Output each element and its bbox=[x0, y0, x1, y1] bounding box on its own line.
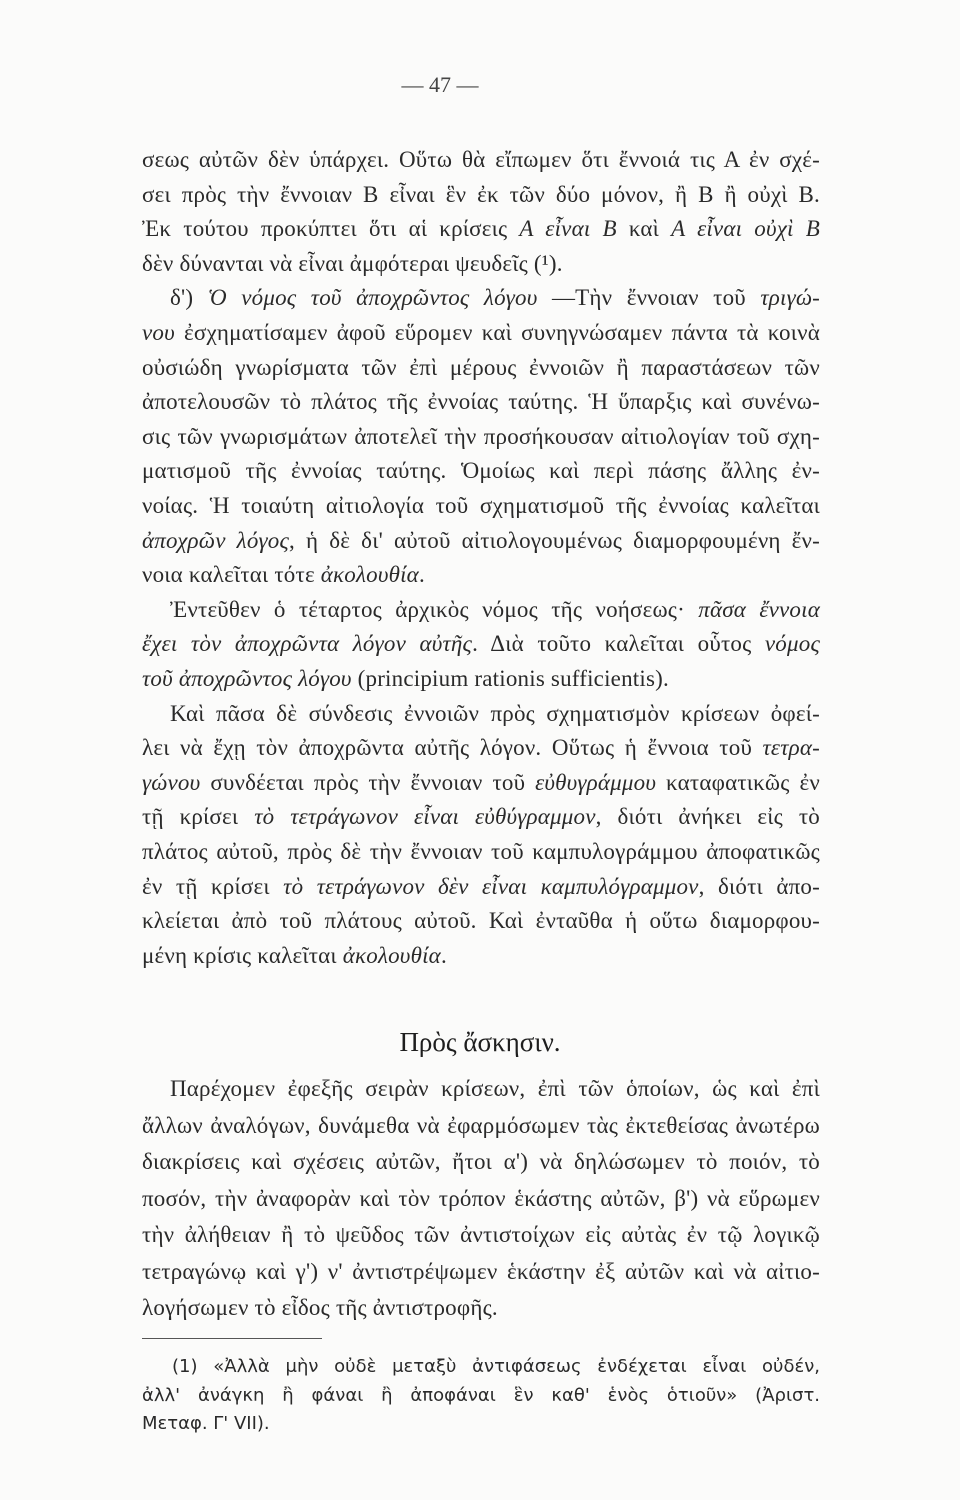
text-span: . bbox=[418, 562, 425, 588]
text-line bbox=[142, 146, 820, 174]
text-line bbox=[142, 181, 820, 209]
text-line bbox=[142, 250, 820, 278]
italic-text: A εἶναι οὐχὶ B bbox=[671, 216, 820, 242]
text-span: σεως αὐτῶν δὲν ὑπάρχει. Οὕτω θὰ εἴπωμεν ὅτι ἔννοιά τις Α ἐν σχέ- bbox=[142, 147, 820, 172]
text-line bbox=[170, 700, 820, 728]
text-line bbox=[142, 1258, 820, 1286]
italic-text: τὸ τετράγωνον δὲν εἶναι καμπυλόγραμμον bbox=[283, 873, 699, 899]
section-heading: Πρὸς ἄσκησιν. bbox=[399, 1027, 561, 1057]
text-span: Ἐντεῦθεν ὁ τέταρτος ἀρχικὸς νόμος τῆς νοήσεως· bbox=[170, 596, 699, 622]
text-line bbox=[142, 561, 820, 589]
text-span: συνδέεται πρὸς τὴν ἔννοιαν τοῦ bbox=[200, 769, 536, 795]
text-line bbox=[142, 423, 820, 451]
text-span: λει νὰ ἔχῃ τὸν ἀποχρῶντα αὐτῆς λόγον. Οὕτως ἡ ἔννοια τοῦ bbox=[142, 735, 763, 761]
text-line bbox=[142, 1148, 820, 1176]
text-line bbox=[142, 907, 820, 935]
text-span: πλάτος αὐτοῦ, πρὸς δὲ τὴν ἔννοιαν τοῦ καμπυλογράμμου ἀποφατικῶς bbox=[142, 839, 820, 864]
text-span: ματισμοῦ τῆς ἐννοίας ταύτης. Ὁμοίως καὶ περὶ πάσης ἄλλης ἐν- bbox=[142, 458, 820, 484]
text-span: νοίας. Ἡ τοιαύτη αἰτιολογία τοῦ σχηματισμοῦ τῆς ἐννοίας καλεῖται bbox=[142, 493, 820, 518]
text-line bbox=[142, 734, 820, 762]
text-line bbox=[142, 803, 820, 831]
text-line bbox=[142, 1294, 820, 1322]
text-line bbox=[142, 492, 820, 520]
text-span: ἄλλων ἀναλόγων, δυνάμεθα νὰ ἐφαρμόσωμεν τὰς ἐκτεθείσας ἀνωτέρω bbox=[142, 1112, 820, 1138]
italic-text: τετρα- bbox=[762, 735, 820, 761]
text-line bbox=[142, 630, 820, 658]
text-line bbox=[170, 284, 820, 312]
text-line bbox=[170, 596, 820, 624]
text-line: Μεταφ. Γ' VII). bbox=[142, 1413, 270, 1434]
text-span: , διότι ἀπο- bbox=[698, 873, 820, 899]
text-span: διακρίσεις καὶ σχέσεις αὐτῶν, ἤτοι α') νὰ δηλώσωμεν τὸ ποιόν, τὸ bbox=[142, 1149, 820, 1174]
text-span: σις τῶν γνωρισμάτων ἀποτελεῖ τὴν προσήκουσαν αἰτιολογίαν τοῦ σχη- bbox=[142, 423, 820, 449]
italic-text: νου bbox=[142, 320, 175, 345]
text-span: νοια καλεῖται τότε bbox=[142, 562, 321, 588]
text-span: τετραγώνῳ καὶ γ') ν' ἀντιστρέψωμεν ἑκάστην ἐξ αὐτῶν καὶ νὰ αἰτιο- bbox=[142, 1258, 820, 1284]
italic-text: A εἶναι B bbox=[519, 216, 617, 242]
text-span: , διότι ἀνήκει εἰς τὸ bbox=[595, 804, 820, 830]
page-number: — 47 — bbox=[401, 72, 479, 97]
italic-text: γώνου bbox=[142, 769, 201, 795]
text-line bbox=[142, 319, 820, 347]
italic-text: τὸ τετράγωνον εἶναι εὐθύγραμμον bbox=[254, 804, 596, 830]
italic-text: πᾶσα ἔννοια bbox=[698, 596, 820, 622]
text-line bbox=[142, 457, 820, 485]
text-line bbox=[142, 942, 820, 970]
text-span: ἐν τῇ κρίσει bbox=[142, 873, 284, 899]
text-span: ἐσχηματίσαμεν ἀφοῦ εὕρομεν καὶ συνηγνώσαμεν πάντα τὰ κοινὰ bbox=[174, 320, 820, 345]
text-span: τὴν ἀλήθειαν ἢ τὸ ψεῦδος τῶν ἀντιστοίχων εἰς αὐτὰς ἐν τῷ λογικῷ bbox=[142, 1222, 820, 1247]
text-span: σει πρὸς τὴν ἔννοιαν Β εἶναι ἓν ἐκ τῶν δύο μόνον, ἢ Β ἢ οὐχὶ Β. bbox=[142, 181, 820, 207]
text-span: μένη κρίσις καλεῖται bbox=[142, 942, 343, 968]
text-span: Καὶ πᾶσα δὲ σύνδεσις ἐννοιῶν πρὸς σχηματισμὸν κρίσεων ὀφεί- bbox=[170, 700, 820, 726]
text-span: οὐσιώδη γνωρίσματα τῶν ἐπὶ μέρους ἐννοιῶν ἢ παραστάσεων τῶν bbox=[142, 354, 820, 380]
text-span: τῇ κρίσει bbox=[142, 804, 255, 830]
text-line bbox=[142, 388, 820, 416]
italic-text: ἀκολουθία bbox=[320, 562, 419, 588]
text-span: δ') bbox=[170, 285, 208, 311]
italic-text: εὐθυγράμμου bbox=[535, 769, 657, 795]
italic-text: ἀποχρῶν λόγος bbox=[142, 527, 290, 553]
text-span: ποσόν, τὴν ἀναφορὰν καὶ τὸν τρόπον ἑκάστης αὐτῶν, β') νὰ εὕρωμεν bbox=[142, 1185, 820, 1211]
italic-text: τοῦ ἀποχρῶντος λόγου bbox=[142, 666, 352, 691]
text-line bbox=[142, 354, 820, 382]
text-span: κλείεται ἀπὸ τοῦ πλάτους αὐτοῦ. Καὶ ἐνταῦθα ἡ οὕτω διαμορφου- bbox=[142, 908, 820, 934]
text-line bbox=[142, 215, 820, 243]
text-span: καταφατικῶς ἐν bbox=[656, 769, 820, 795]
text-line bbox=[142, 873, 820, 901]
text-line: ἀλλ' ἀνάγκη ἢ φάναι ἢ ἀποφάναι ἓν καθ' ἑνὸς ὁτιοῦν» (Ἀριστ. bbox=[142, 1384, 820, 1406]
text-line bbox=[170, 1075, 820, 1103]
text-line bbox=[142, 665, 820, 693]
text-line bbox=[142, 527, 820, 555]
italic-text: ἔχει τὸν ἀποχρῶντα λόγον αὐτῆς bbox=[142, 631, 473, 657]
text-span: (principium rationis sufficientis). bbox=[351, 666, 669, 691]
text-line bbox=[142, 838, 820, 866]
text-span: δὲν δύνανται νὰ εἶναι ἀμφότεραι ψευδεῖς (¹). bbox=[142, 250, 563, 276]
italic-text: τριγώ- bbox=[760, 285, 820, 311]
text-span: ἀποτελουσῶν τὸ πλάτος τῆς ἐννοίας ταύτης. Ἡ ὕπαρξις καὶ συνένω- bbox=[142, 389, 820, 415]
text-line bbox=[142, 1112, 820, 1140]
italic-text: ἀκολουθία bbox=[342, 942, 441, 968]
text-line bbox=[142, 769, 820, 797]
text-span: . bbox=[440, 942, 447, 968]
text-line bbox=[142, 1185, 820, 1213]
text-span: . Διὰ τοῦτο καλεῖται οὗτος bbox=[472, 631, 765, 657]
text-span: , ἡ δὲ δι' αὐτοῦ αἰτιολογουμένως διαμορφουμένη ἔν- bbox=[289, 527, 820, 553]
text-line bbox=[142, 1221, 820, 1249]
text-span: καὶ bbox=[616, 216, 672, 242]
text-span: —Τὴν ἔννοιαν τοῦ bbox=[537, 285, 761, 311]
italic-text: νόμος bbox=[764, 631, 820, 657]
text-line: (1) «Ἀλλὰ μὴν οὐδὲ μεταξὺ ἀντιφάσεως ἐνδέχεται εἶναι οὐδέν, bbox=[172, 1356, 820, 1377]
italic-text: Ὁ νόμος τοῦ ἀποχρῶντος λόγου bbox=[207, 285, 538, 311]
text-span: Ἐκ τούτου προκύπτει ὅτι αἱ κρίσεις bbox=[142, 216, 520, 242]
text-span: Παρέχομεν ἐφεξῆς σειρὰν κρίσεων, ἐπὶ τῶν ὁποίων, ὡς καὶ ἐπὶ bbox=[170, 1076, 820, 1101]
text-span: λογήσωμεν τὸ εἶδος τῆς ἀντιστροφῆς. bbox=[142, 1295, 498, 1320]
footnote-separator bbox=[142, 1338, 322, 1339]
